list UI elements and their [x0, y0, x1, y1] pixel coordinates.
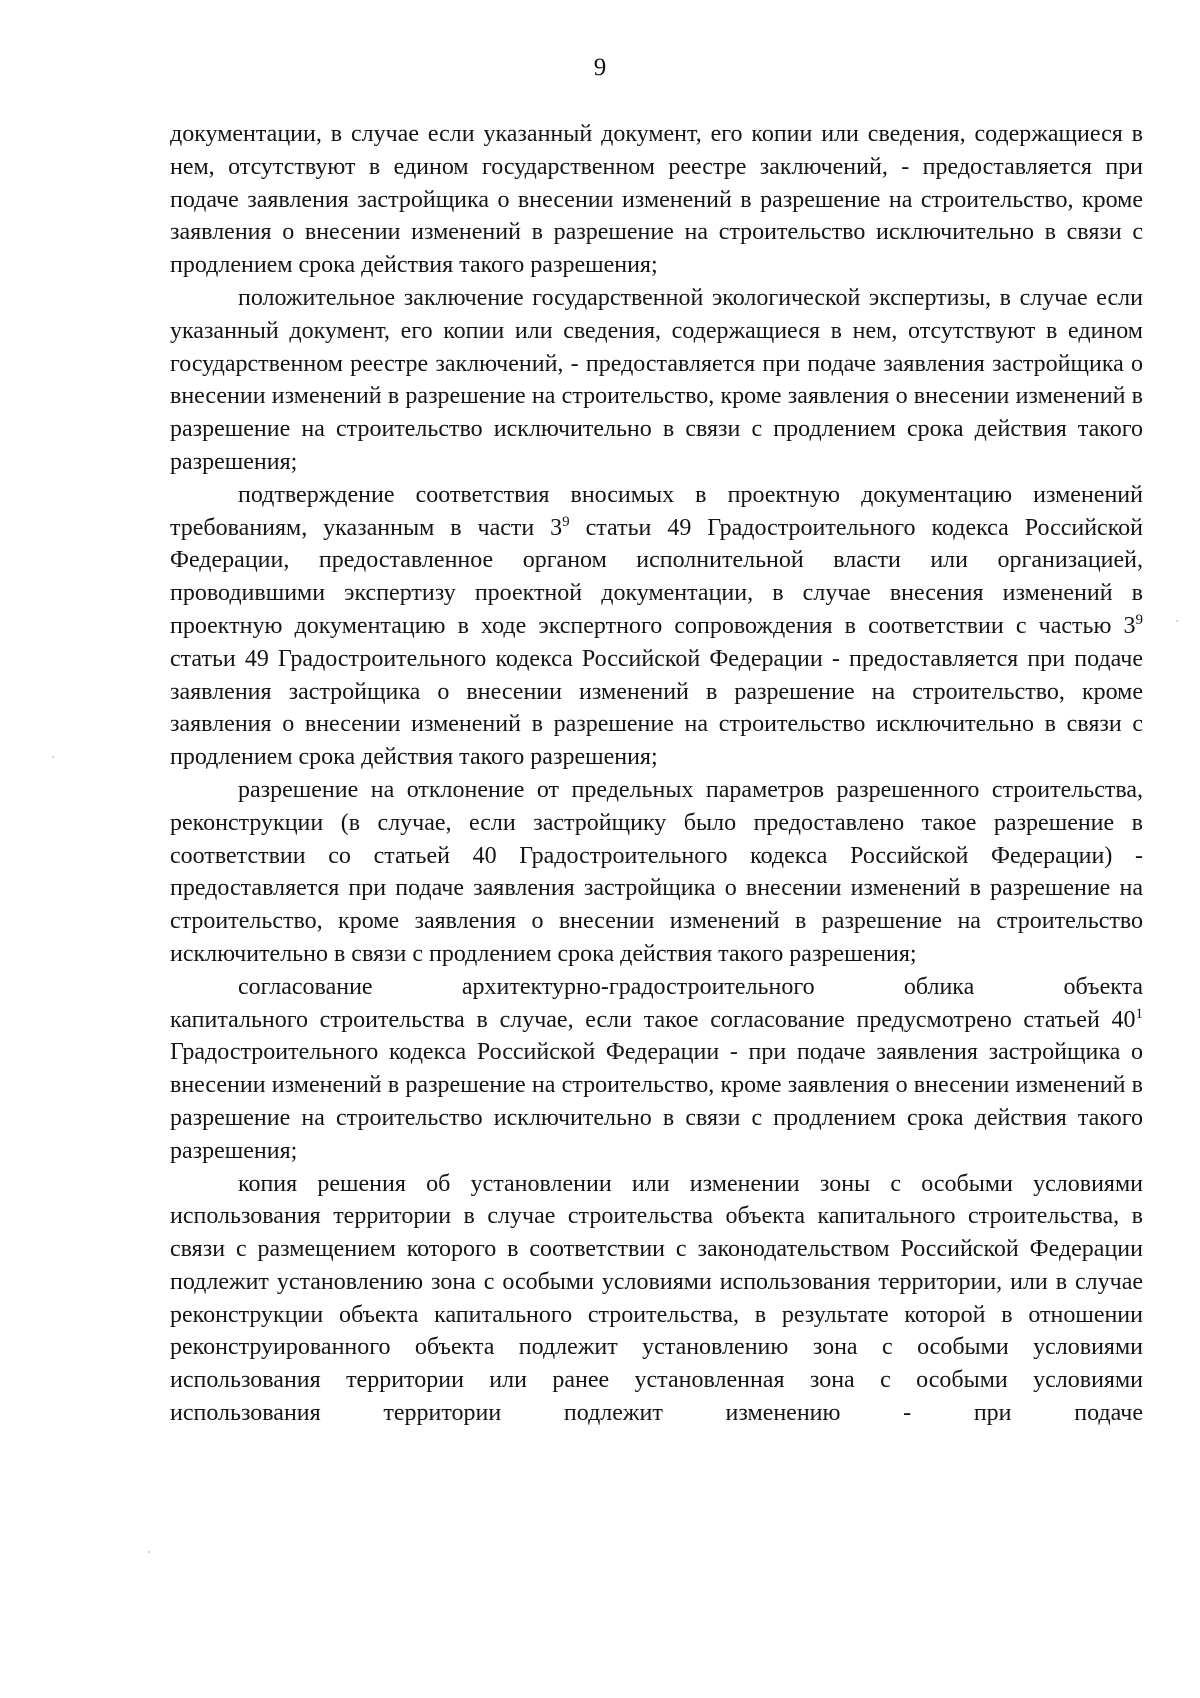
paragraph-text-part: подтверждение соответствия вносимых в проектную документацию изменений требованиям, указанным в части 3 — [170, 481, 1143, 541]
paragraph-special-zone-decision: копия решения об установлении или изменении зоны с особыми условиями использования территории в случае строительства объекта капитального строительства, в связи с размещением которого в соответствии с законодательством Российской Федерации подлежит установлению зона с особыми условиями использования территории, или в случае реконструкции объекта капитального строительства, в результате которой в отношении реконструированного объекта подлежит установлению зона с особыми условиями использования территории или ранее установленная зона с особыми условиями использования территории подлежит изменению - при подаче — [170, 1170, 1143, 1427]
paragraph-architectural-approval — [170, 971, 1143, 1168]
paragraph-ecological-expertise: положительное заключение государственной экологической экспертизы, в случае если указанный документ, его копии или сведения, содержащиеся в нем, отсутствуют в едином государственном реестре заключений, - предоставляется при подаче заявления застройщика о внесении изменений в разрешение на строительство, кроме заявления о внесении изменений в разрешение на строительство исключительно в связи с продлением срока действия такого разрешения; — [170, 284, 1143, 475]
superscript-index: 9 — [1135, 611, 1143, 628]
scan-speck — [52, 756, 54, 758]
scan-speck — [148, 1551, 150, 1553]
paragraph-text-part: статьи 49 Градостроительного кодекса Российской Федерации, предоставленное органом исполнительной власти или организацией, проводившими экспертизу проектной документации, в случае внесения изменений в проектную документацию в ходе экспертного сопровождения в соответствии с частью 3 — [170, 514, 1143, 639]
paragraph-continued-documentation: документации, в случае если указанный документ, его копии или сведения, содержащиеся в нем, отсутствуют в едином государственном реестре заключений, - предоставляется при подаче заявления застройщика о внесении изменений в разрешение на строительство, кроме заявления о внесении изменений в разрешение на строительство исключительно в связи с продлением срока действия такого разрешения; — [170, 121, 1143, 279]
superscript-index: 9 — [562, 513, 570, 530]
paragraph-deviation-permit: разрешение на отклонение от предельных параметров разрешенного строительства, реконструкции (в случае, если застройщику было предоставлено такое разрешение в соответствии со статьей 40 Градостроительного кодекса Российской Федерации) - предоставляется при подаче заявления застройщика о внесении изменений в разрешение на строительство, кроме заявления о внесении изменений в разрешение на строительство исключительно в связи с продлением срока действия такого разрешения; — [170, 776, 1143, 967]
paragraph-text-part: Градостроительного кодекса Российской Федерации - при подаче заявления застройщика о внесении изменений в разрешение на строительство, кроме заявления о внесении изменений в разрешение на строительство исключительно в связи с продлением срока действия такого разрешения; — [170, 1039, 1143, 1164]
paragraph-lead-line: согласование архитектурно-градостроительного облика объекта — [238, 973, 1143, 1000]
paragraph-text-part: статьи 49 Градостроительного кодекса Российской Федерации - предоставляется при подаче заявления застройщика о внесении изменений в разрешение на строительство, кроме заявления о внесении изменений в разрешение на строительство исключительно в связи с продлением срока действия такого разрешения; — [170, 645, 1143, 771]
paragraph-text-part: капитального строительства в случае, если такое согласование предусмотрено статьей 40 — [170, 1006, 1136, 1033]
document-body — [170, 118, 1143, 1430]
scan-speck — [1176, 620, 1178, 622]
paragraph-project-changes-confirmation — [170, 479, 1143, 774]
superscript-index: 1 — [1135, 1005, 1143, 1022]
page-number: 9 — [593, 54, 607, 81]
